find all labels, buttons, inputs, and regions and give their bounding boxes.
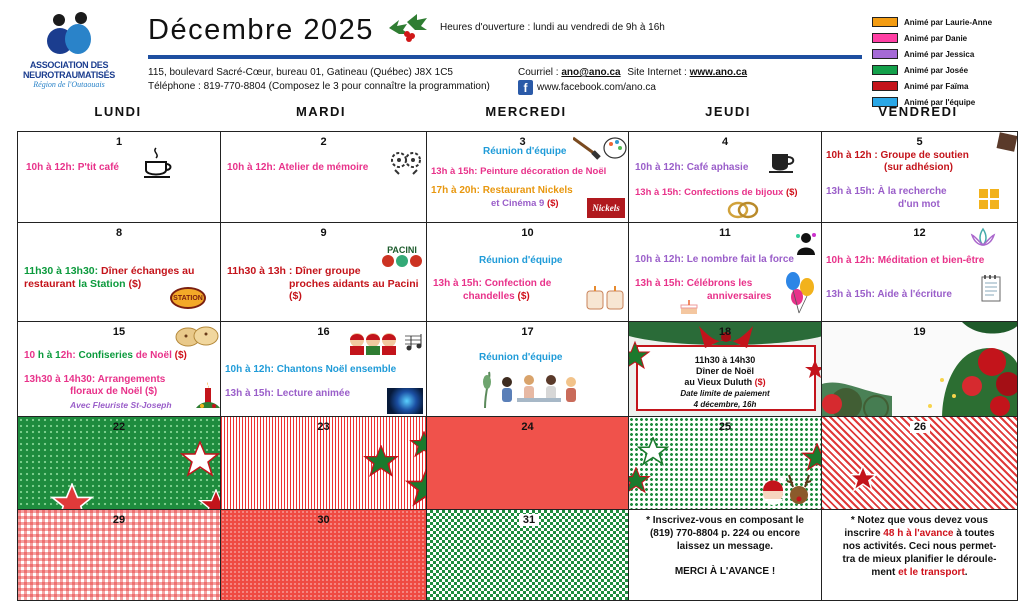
day-number: 5 [916,136,923,148]
email-label: Courriel : [518,67,562,78]
event: 11h30 à 14h30 Dîner de Noël au Vieux Duluth ($) Date limite de paiement 4 décembre, 16h [680,355,770,409]
carolers-icon [347,330,427,356]
christmas-candle-arrangement-icon [196,382,220,412]
event: 13h à 15h: À la recherche [826,186,947,197]
event: Réunion d'équipe [479,352,563,363]
logo-text-line1: ASSOCIATION DES [29,60,109,70]
star-icon [180,441,220,479]
day-cell-2[interactable] [220,131,427,223]
star-icon [848,465,878,493]
day-cell-9[interactable] [220,222,427,322]
day-number: 10 [521,227,534,239]
star-icon [50,483,94,510]
event: Réunion d'équipe [483,146,567,157]
day-cell-17[interactable] [426,321,629,417]
day-number: 12 [913,227,926,239]
event: anniversaires [707,291,772,302]
day-cell-1[interactable] [17,131,221,223]
birthday-cake-icon [679,299,699,315]
event: 10h à 12h: Chantons Noël ensemble [225,364,397,375]
day-cell-30[interactable] [220,509,427,601]
event: 13h à 15h: Célébrons les [635,278,753,289]
star-icon [409,431,427,459]
day-number: 2 [320,136,327,148]
contact-block [518,66,747,95]
people-logo-icon [39,14,99,60]
event: proches aidants au Pacini ($) [289,278,419,302]
facebook-link[interactable]: www.facebook.com/ano.ca [537,82,656,94]
legend-item: Animé par Jessica [872,46,992,62]
day-cell-23[interactable] [220,416,427,510]
puzzle-people-icon [793,231,819,257]
day-number: 16 [317,326,330,338]
day-number: 22 [112,421,126,433]
day-cell-25[interactable] [628,416,822,510]
facebook-icon: f [518,80,533,95]
concert-photo-icon [387,388,423,414]
event: 13h à 15h: Peinture décoration de Noël [431,166,607,177]
day-number: 1 [115,136,123,148]
website-link[interactable]: www.ano.ca [689,67,748,78]
day-cell-12[interactable] [821,222,1018,322]
day-number: 4 [721,136,729,148]
day-number: 23 [317,421,330,433]
cookies-icon [174,324,220,348]
event: 10h à 12h: Le nombre fait la force [635,254,794,265]
advance-notice [821,509,1018,601]
santa-reindeer-icon [757,469,817,509]
day-header-wednesday: MERCREDI [485,104,567,119]
email-link[interactable]: ano@ano.ca [561,67,621,78]
association-logo [14,14,124,96]
legend-item: Animé par Faïma [872,78,992,94]
address-line: 115, boulevard Sacré-Cœur, bureau 01, Gatineau (Québec) J8X 1C5 [148,67,453,78]
lotus-icon [970,227,996,247]
day-cell-18[interactable] [628,321,822,417]
legend-swatch [872,17,898,27]
legend-item: Animé par Laurie-Anne [872,14,992,30]
legend-swatch [872,81,898,91]
day-number: 9 [320,227,327,239]
day-header-monday: LUNDI [94,104,142,119]
logo-text-line2: NEUROTRAUMATISÉS [22,70,116,80]
team-meeting-illustration [477,368,587,412]
day-cell-24[interactable] [426,416,629,510]
logo-text-line3: Région de l'Outaouais [33,80,105,89]
day-cell-19[interactable] [821,321,1018,417]
header-divider [148,55,862,59]
event: (sur adhésion) [884,162,953,173]
event: 13h à 15h: Aide à l'écriture [826,289,952,300]
registration-note [628,509,822,601]
phone-line: Téléphone : 819-770-8804 (Composez le 3 pour connaître la programmation) [148,81,490,92]
calendar-grid [17,131,1018,601]
event: 11h30 à 13h : Dîner groupe [227,265,361,277]
coffee-mug-icon [769,150,797,174]
legend-swatch [872,33,898,43]
day-cell-10[interactable] [426,222,629,322]
pacini-logo: PACINI [381,245,423,269]
day-cell-16[interactable] [220,321,427,417]
event-note: Avec Fleuriste St-Joseph [70,400,172,410]
letter-blocks-icon [978,188,1000,210]
legend-item: Animé par l'équipe [872,94,992,110]
star-icon [363,445,399,479]
paint-palette-icon [573,134,627,164]
event: Réunion d'équipe [479,255,563,266]
day-number: 18 [718,326,732,338]
day-cell-29[interactable] [17,509,221,601]
event: 10h à 12h : Groupe de soutien [826,150,969,161]
hands-photo-icon [997,132,1018,151]
event: 10h à 12h: P'tit café [26,162,119,173]
event: floraux de Noël ($) [70,386,158,397]
day-cell-26[interactable] [821,416,1018,510]
star-icon [637,437,669,467]
day-number: 29 [112,514,126,526]
day-number: 30 [317,514,330,526]
legend-swatch [872,65,898,75]
star-icon [628,467,651,495]
day-number: 11 [719,227,731,239]
day-number: 17 [521,326,534,338]
address-block [148,66,490,94]
event: d'un mot [898,199,940,210]
event: 13h à 15h: Confection de [433,278,552,289]
event: 13h à 15h: Lecture animée [225,388,351,399]
month-title: Décembre 2025 [148,14,374,46]
event: 13h30 à 14h30: Arrangements [24,374,166,385]
day-header-thursday: JEUDI [705,104,751,119]
day-cell-5[interactable] [821,131,1018,223]
legend-swatch [872,49,898,59]
day-number: 15 [112,326,126,338]
coffee-cup-icon [142,146,174,182]
day-cell-8[interactable] [17,222,221,322]
event: 11h30 à 13h30: Dîner échanges au [24,265,195,277]
event: 10h à 12h: Méditation et bien-être [826,255,985,266]
nickels-sign: Nickels [587,198,625,218]
day-number: 26 [910,421,930,433]
balloons-icon [783,271,819,315]
holly-icon [385,10,431,46]
event: chandelles ($) [463,291,530,302]
day-cell-31[interactable] [426,509,629,601]
event: restaurant la Station ($) [24,278,142,290]
brain-gears-icon [389,146,423,176]
day-cell-15[interactable] [17,321,221,417]
day-number: 24 [521,421,534,433]
website-label: Site Internet : [627,67,690,78]
rings-icon [725,198,761,220]
star-icon [405,467,427,509]
event: 17h à 20h: Restaurant Nickels [431,185,573,196]
event: 13h à 15h: Confections de bijoux ($) [635,187,798,198]
registration-note-text: * Inscrivez-vous en composant le (819) 770-8804 p. 224 ou encore laissez un message. MERCI À L'AVANCE ! [646,515,804,577]
day-number: 25 [718,421,732,433]
advance-notice-text: * Notez que vous devez vous inscrire 48 h à l'avance à toutes nos activités. Ceci nous permet- tra de mieux planifier le déroule- ment et le transport. [842,515,997,578]
star-icon [198,489,221,510]
animator-legend [872,14,992,110]
day-cell-22[interactable] [17,416,221,510]
candles-icon [585,285,625,311]
day-number: 19 [913,326,926,338]
day-header-friday: VENDREDI [878,104,958,119]
event: et Cinéma 9 ($) [491,198,559,209]
legend-item: Animé par Danie [872,30,992,46]
legend-item: Animé par Josée [872,62,992,78]
notepad-icon [980,273,1002,303]
station-restaurant-logo: STATION [170,287,206,309]
day-cell-4[interactable] [628,131,822,223]
day-number: 3 [519,136,526,148]
day-cell-11[interactable] [628,222,822,322]
day-number: 31 [519,514,539,526]
event: 10 h à 12h: Confiseries de Noël ($) [24,350,187,361]
event: 10h à 12h: Atelier de mémoire [227,162,369,173]
event: 10h à 12h: Café aphasie [635,162,749,173]
day-cell-3[interactable] [426,131,629,223]
day-number: 8 [115,227,123,239]
opening-hours: Heures d'ouverture : lundi au vendredi de 9h à 16h [440,22,665,33]
day-header-tuesday: MARDI [295,104,347,119]
